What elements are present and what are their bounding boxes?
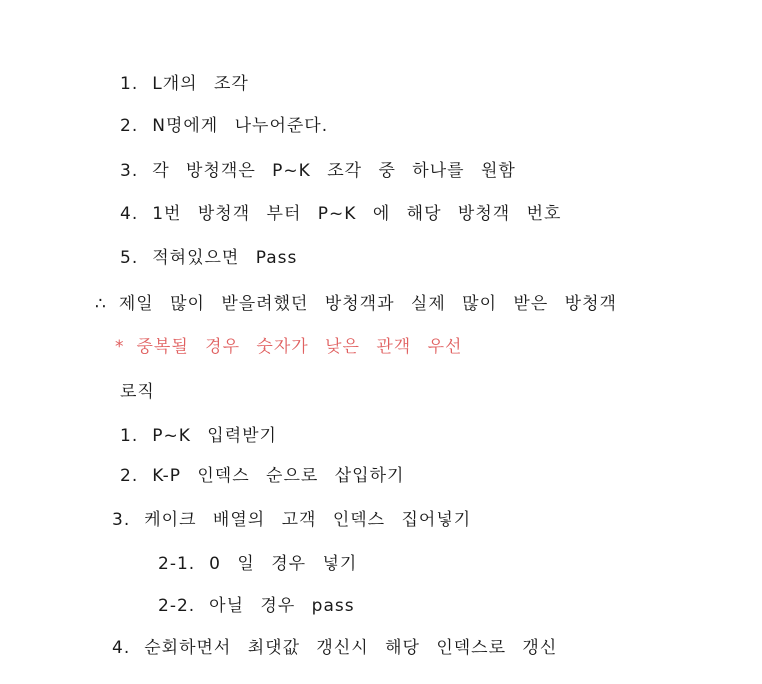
asterisk-symbol: * [115,337,125,357]
step-text: 순회하면서 최댓값 갱신시 해당 인덱스로 갱신 [144,638,558,658]
note-text: 중복될 경우 숫자가 낮은 관객 우선 [136,337,463,357]
line-text: N명에게 나누어준다. [152,116,329,136]
step-number: 2-1. [158,554,196,574]
conclusion-text: 제일 많이 받을려했던 방청객과 실제 많이 받은 방청객 [118,294,617,314]
step-text: 케이크 배열의 고객 인덱스 집어넣기 [144,510,472,530]
line-number: 3. [120,161,139,181]
step-number: 1. [120,426,139,446]
logic-step-3 [112,512,471,529]
line-number: 2. [120,116,139,136]
step-number: 2. [120,466,139,486]
line-number: 4. [120,204,139,224]
line-text: 적혀있으면 Pass [152,248,298,268]
line-text: 각 방청객은 P~K 조각 중 하나를 원함 [152,161,516,181]
logic-heading: 로직 [120,382,155,402]
problem-line-5 [120,250,297,267]
step-number: 4. [112,638,131,658]
line-number: 5. [120,248,139,268]
tie-break-note [115,339,462,356]
step-number: 2-2. [158,596,196,616]
logic-substep-2-2 [158,598,355,615]
logic-substep-2-1 [158,556,357,573]
problem-line-4 [120,206,561,223]
logic-step-2 [120,468,404,485]
step-text: K-P 인덱스 순으로 삽입하기 [152,466,405,486]
step-number: 3. [112,510,131,530]
therefore-symbol: ∴ [95,294,107,314]
logic-step-4 [112,640,557,657]
line-text: 1번 방청객 부터 P~K 에 해당 방청객 번호 [152,204,562,224]
conclusion-line [95,296,617,313]
line-text: L개의 조각 [152,74,249,94]
problem-line-2 [120,118,328,135]
step-text: P~K 입력받기 [152,426,277,446]
logic-step-1 [120,428,277,445]
problem-line-3 [120,163,516,180]
line-number: 1. [120,74,139,94]
step-text: 0 일 경우 넣기 [209,554,358,574]
step-text: 아닐 경우 pass [209,596,355,616]
problem-line-1 [120,76,249,93]
